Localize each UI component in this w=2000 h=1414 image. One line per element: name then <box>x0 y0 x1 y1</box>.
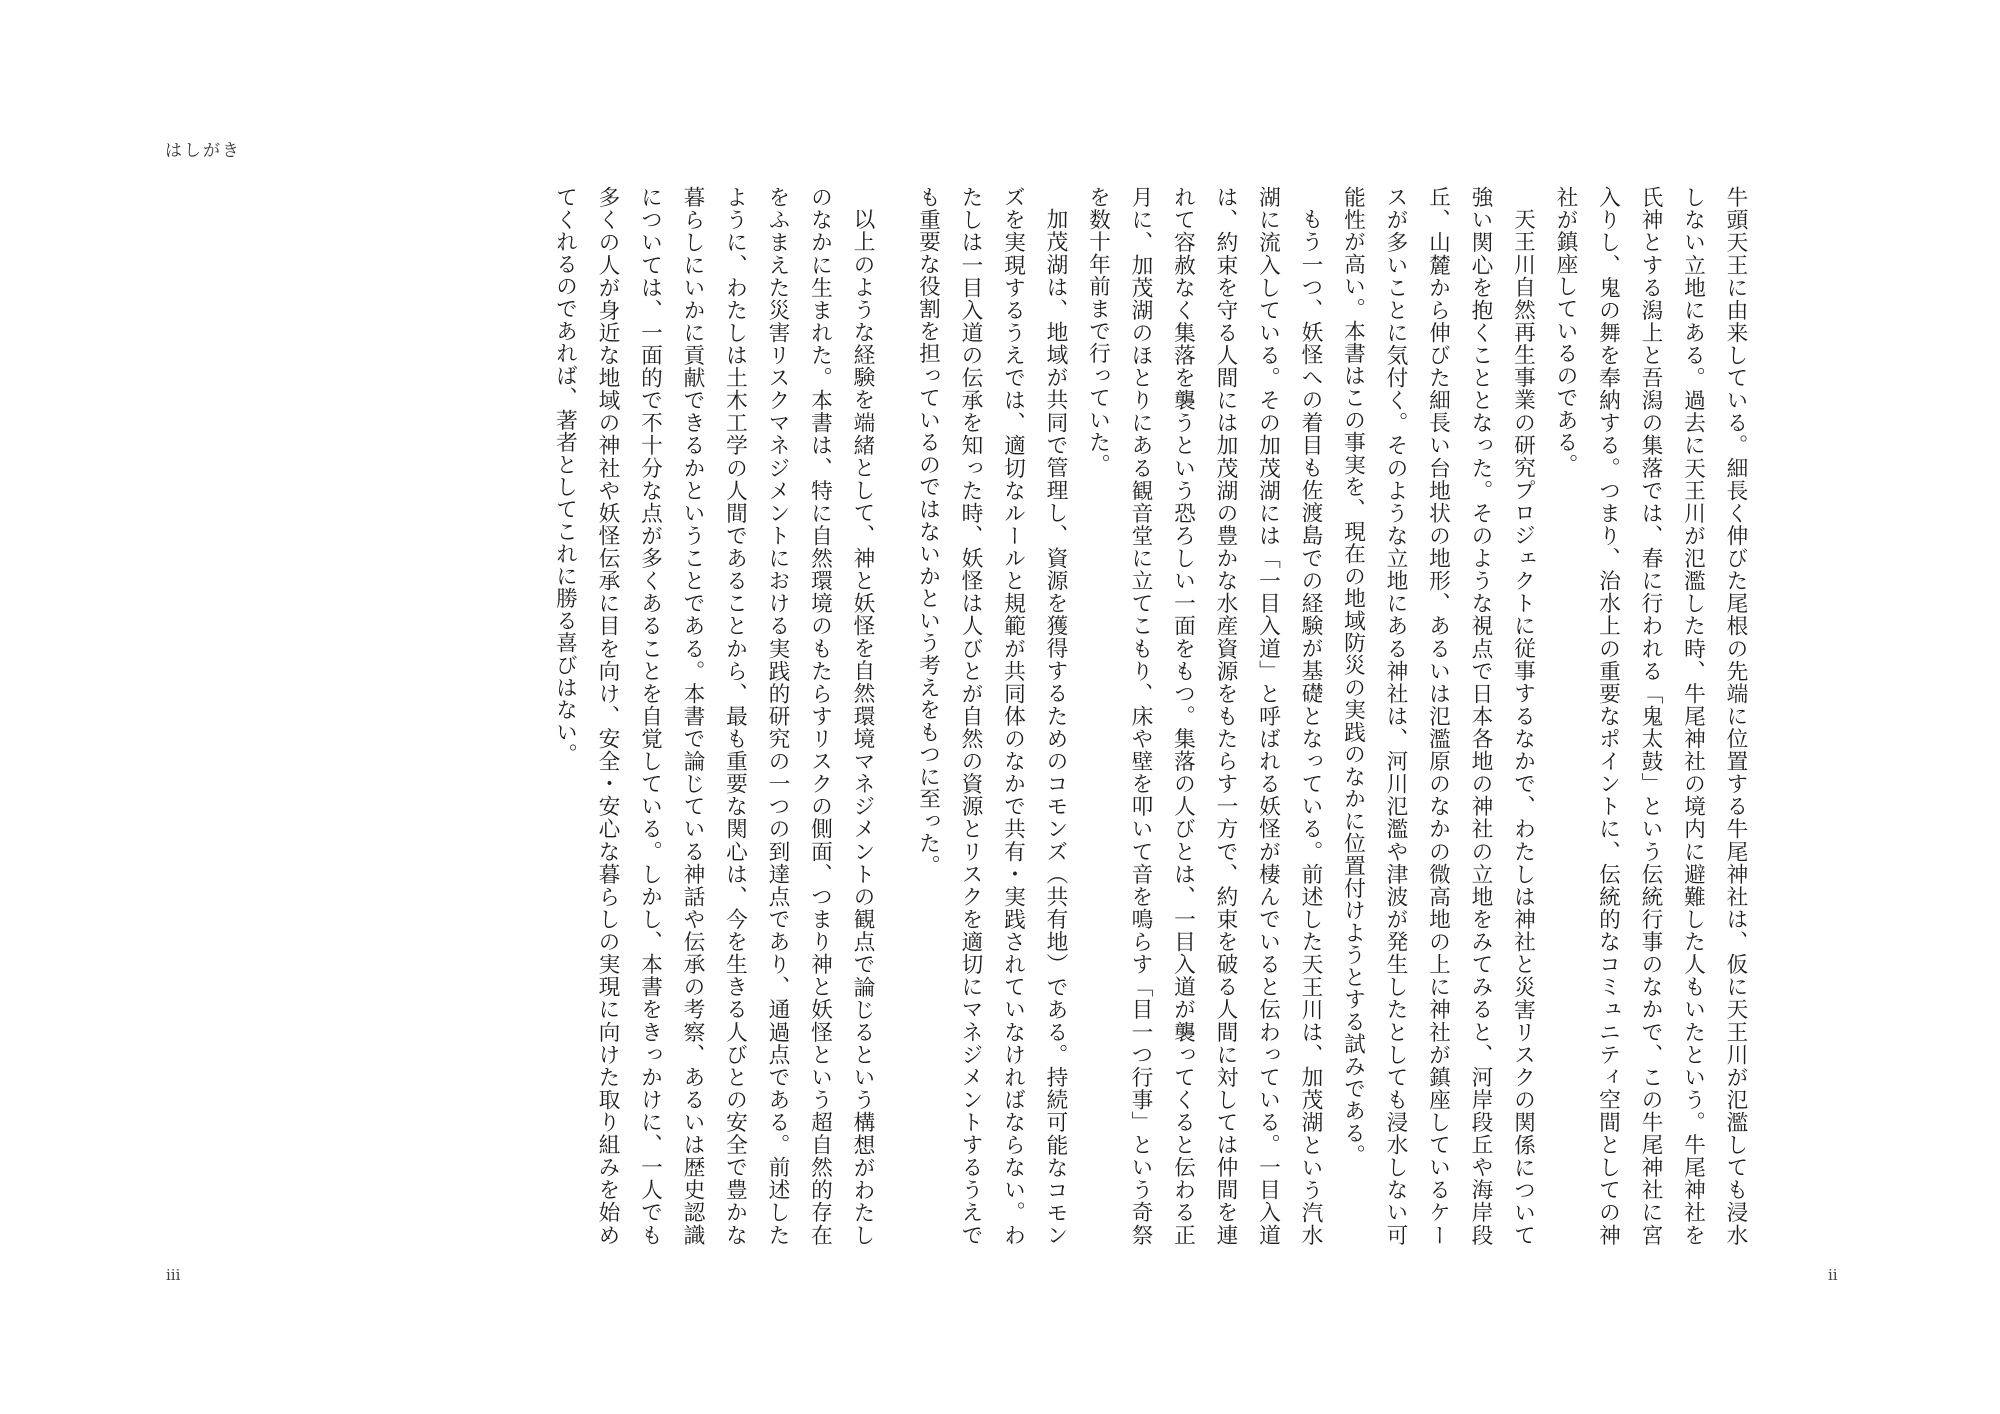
paragraph: もう一つ、妖怪への着目も佐渡島での経験が基礎となっている。前述した天王川は、加茂湖という汽水湖に流入している。その加茂湖には「一目入道」と呼ばれる妖怪が棲んでいると伝わっている。一目入道は、約束を守る人間には加茂湖の豊かな水産資源をもたらす一方で、約束を破る人間に対しては仲間を連れて容赦なく集落を襲うという恐ろしい一面をもつ。集落の人びとは、一目入道が襲ってくると伝わる正月に、加茂湖のほとりにある観音堂に立てこもり、床や壁を叩いて音を鳴らす「目一つ行事」という奇祭を数十年前まで行っていた。 <box>1085 186 1323 1246</box>
paragraph: 加茂湖は、地域が共同で管理し、資源を獲得するためのコモンズ（共有地）である。持続可能なコモンズを実現するうえでは、適切なルールと規範が共同体のなかで共有・実践されていなければならない。わたしは一目入道の伝承を知った時、妖怪は人びとが自然の資源とリスクを適切にマネジメントするうえでも重要な役割を担っているのではないかという考えをもつに至った。 <box>915 186 1068 1246</box>
paragraph: 天王川自然再生事業の研究プロジェクトに従事するなかで、わたしは神社と災害リスクの関係について強い関心を抱くこととなった。そのような視点で日本各地の神社の立地をみてみると、河岸段丘や海岸段丘、山麓から伸びた細長い台地状の地形、あるいは氾濫原のなかの微高地の上に神社が鎮座しているケースが多いことに気付く。そのような立地にある神社は、河川氾濫や津波が発生したとしても浸水しない可能性が高い。本書はこの事実を、現在の地域防災の実践のなかに位置付けようとする試みである。 <box>1340 186 1536 1246</box>
paragraph: 牛頭天王に由来している。細長く伸びた尾根の先端に位置する牛尾神社は、仮に天王川が氾濫しても浸水しない立地にある。過去に天王川が氾濫した時、牛尾神社の境内に避難した人もいたという。牛尾神社を氏神とする潟上と吾潟の集落では、春に行われる「鬼太鼓」という伝統行事のなかで、この牛尾神社に宮入りし、鬼の舞を奉納する。つまり、治水上の重要なポイントに、伝統的なコミュニティ空間としての神社が鎮座しているのである。 <box>1553 186 1748 1246</box>
paragraph: 以上のような経験を端緒として、神と妖怪を自然環境マネジメントの観点で論じるという構想がわたしのなかに生まれた。本書は、特に自然環境のもたらすリスクの側面、つまり神と妖怪という超自然的存在をふまえた災害リスクマネジメントにおける実践的研究の一つの到達点であり、通過点である。前述したように、わたしは土木工学の人間であることから、最も重要な関心は、今を生きる人びとの安全で豊かな暮らしにいかに貢献できるかということである。本書で論じている神話や伝承の考察、あるいは歴史認識については、一面的で不十分な点が多くあることを自覚している。しかし、本書をきっかけに、一人でも多くの人が身近な地域の神社や妖怪伝承に目を向け、安全・安心な暮らしの実現に向けた取り組みを始めてくれるのであれば、著者としてこれに勝る喜びはない。 <box>552 186 875 1246</box>
running-header-title: はしがき <box>165 141 241 161</box>
right-page-body <box>915 186 1756 1246</box>
left-page-number: iii <box>166 1266 181 1284</box>
right-page-number: ii <box>1828 1266 1838 1284</box>
left-page-body <box>552 186 883 1246</box>
